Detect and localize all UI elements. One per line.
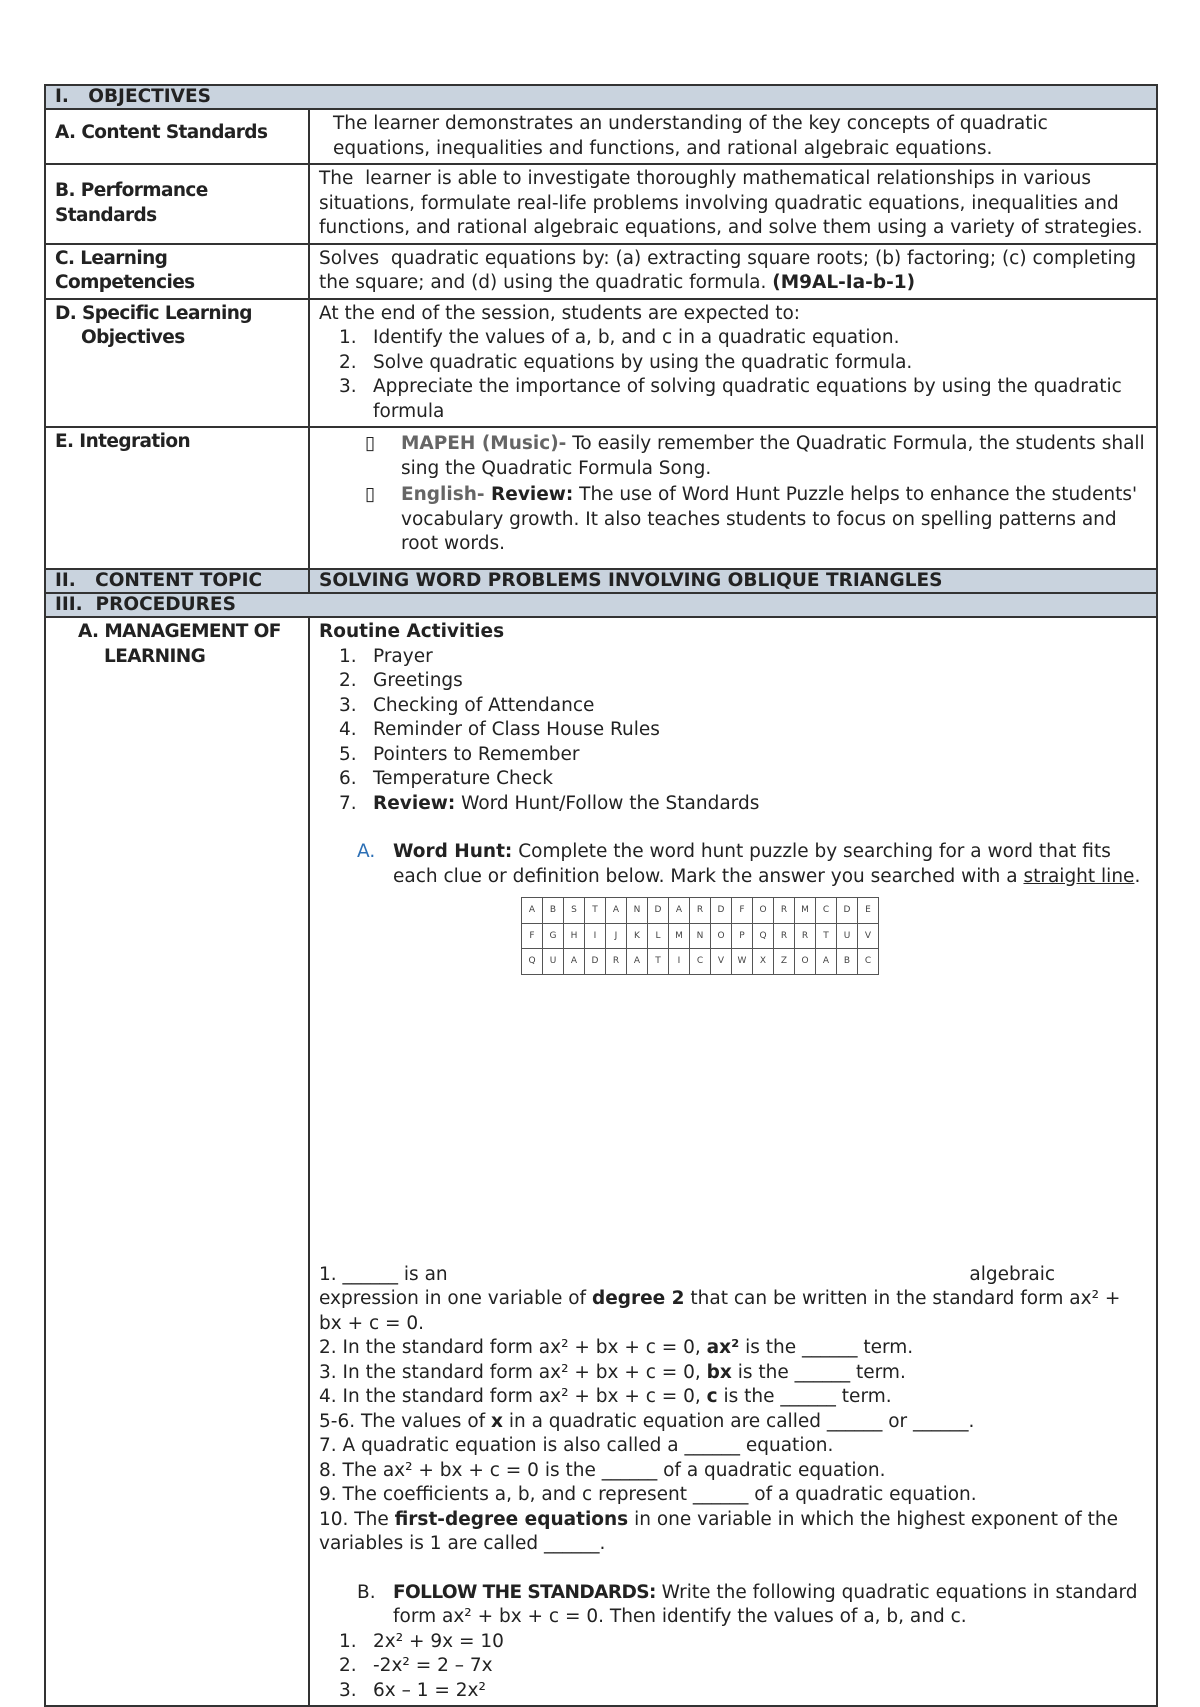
grid-cell[interactable]: Q: [522, 949, 543, 975]
objectives-header-row: [45, 85, 1157, 109]
question-5-6: 5-6. The values of x in a quadratic equation are called ______ or ______.: [319, 1410, 975, 1432]
management-cell: [309, 617, 1157, 1706]
grid-cell[interactable]: O: [795, 949, 816, 975]
content-standards-label: A. Content Standards: [45, 109, 309, 164]
list-item: 5. Pointers to Remember: [339, 743, 580, 765]
grid-cell[interactable]: P: [732, 923, 753, 949]
grid-cell[interactable]: A: [627, 949, 648, 975]
grid-cell[interactable]: M: [795, 898, 816, 924]
list-item: 6. Temperature Check: [339, 768, 553, 789]
grid-cell[interactable]: O: [711, 923, 732, 949]
objectives-header: I. OBJECTIVES: [45, 85, 1157, 109]
procedures-header-row: [45, 593, 1157, 617]
specific-objectives-intro: At the end of the session, students are expected to:: [319, 302, 801, 324]
grid-cell[interactable]: O: [753, 898, 774, 924]
grid-cell[interactable]: S: [564, 898, 585, 924]
grid-cell[interactable]: Q: [753, 923, 774, 949]
list-item: 2. Greetings: [339, 670, 463, 691]
list-item: 7. Review: Word Hunt/Follow the Standards: [339, 792, 760, 814]
content-topic-label: II. CONTENT TOPIC: [45, 569, 309, 593]
question-3: 3. In the standard form ax² + bx + c = 0, bx is the ______ term.: [319, 1361, 906, 1383]
management-row: [45, 617, 1157, 1706]
grid-cell[interactable]: U: [837, 923, 858, 949]
grid-cell[interactable]: I: [669, 949, 690, 975]
follow-standards-marker: B.: [357, 1581, 376, 1603]
question-1: 1. ______ is an algebraic expression in one variable of degree 2 that can be written in the standard form ax² + bx + c = 0.: [319, 1263, 1121, 1334]
list-item: 4. Reminder of Class House Rules: [339, 719, 660, 740]
question-4: 4. In the standard form ax² + bx + c = 0, c is the ______ term.: [319, 1386, 892, 1407]
procedures-header: III. PROCEDURES: [45, 593, 1157, 617]
performance-standards-text: The learner is able to investigate thoroughly mathematical relationships in various situations, formulate real-life problems involving quadratic equations, inequalities and functions, and rational algebraic equations, and solve them using a variety of strategies.: [309, 164, 1157, 244]
grid-cell[interactable]: R: [774, 898, 795, 924]
management-label: [45, 617, 309, 1706]
grid-cell[interactable]: L: [648, 923, 669, 949]
question-8: 8. The ax² + bx + c = 0 is the ______ of a quadratic equation.: [319, 1459, 886, 1481]
question-7: 7. A quadratic equation is also called a ______ equation.: [319, 1435, 834, 1456]
bullet-icon: ▯: [365, 433, 376, 454]
grid-cell[interactable]: N: [627, 898, 648, 924]
integration-label: E. Integration: [45, 427, 309, 569]
grid-cell[interactable]: J: [606, 923, 627, 949]
grid-cell[interactable]: R: [774, 923, 795, 949]
grid-row: [522, 949, 879, 975]
specific-objectives-list: [319, 326, 1147, 424]
grid-cell[interactable]: F: [732, 898, 753, 924]
grid-cell[interactable]: X: [753, 949, 774, 975]
question-2: 2. In the standard form ax² + bx + c = 0, ax² is the ______ term.: [319, 1337, 914, 1358]
list-item: 1. 2x² + 9x = 10: [339, 1630, 504, 1652]
competency-code: (M9AL-Ia-b-1): [772, 272, 916, 293]
grid-cell[interactable]: C: [858, 949, 879, 975]
grid-cell[interactable]: G: [543, 923, 564, 949]
grid-cell[interactable]: V: [858, 923, 879, 949]
learning-competencies-cell: [309, 244, 1157, 299]
grid-cell[interactable]: A: [669, 898, 690, 924]
grid-cell[interactable]: Z: [774, 949, 795, 975]
content-topic-value: SOLVING WORD PROBLEMS INVOLVING OBLIQUE TRIANGLES: [309, 569, 1157, 593]
specific-objectives-label: [45, 299, 309, 428]
grid-cell[interactable]: K: [627, 923, 648, 949]
grid-cell[interactable]: W: [732, 949, 753, 975]
grid-cell[interactable]: A: [816, 949, 837, 975]
routine-title: Routine Activities: [319, 621, 505, 642]
list-item: 3. 6x – 1 = 2x²: [339, 1679, 486, 1701]
question-9: 9. The coefficients a, b, and c represent ______ of a quadratic equation.: [319, 1484, 977, 1505]
grid-cell[interactable]: B: [837, 949, 858, 975]
performance-standards-row: [45, 164, 1157, 244]
grid-cell[interactable]: D: [648, 898, 669, 924]
grid-cell[interactable]: U: [543, 949, 564, 975]
word-hunt-grid: [521, 897, 879, 975]
grid-cell[interactable]: T: [585, 898, 606, 924]
word-hunt-instructions: A. Word Hunt: Complete the word hunt puzzle by searching for a word that fits each clue or definition below. Mark the answer you searched with a straight line.: [357, 841, 1141, 887]
word-hunt-marker: A.: [357, 841, 376, 862]
grid-cell[interactable]: A: [606, 898, 627, 924]
grid-cell[interactable]: D: [711, 898, 732, 924]
grid-cell[interactable]: D: [837, 898, 858, 924]
integration-item-mapeh: ▯ MAPEH (Music)- To easily remember the Quadratic Formula, the students shall sing the Quadratic Formula Song.: [365, 433, 1145, 479]
lesson-plan-table: [44, 84, 1158, 1707]
specific-objectives-row: [45, 299, 1157, 428]
learning-competencies-row: [45, 244, 1157, 299]
grid-cell[interactable]: I: [585, 923, 606, 949]
management-label-line1: A. MANAGEMENT OF: [78, 621, 281, 642]
grid-cell[interactable]: F: [522, 923, 543, 949]
specific-objectives-label-line1: D. Specific Learning: [55, 302, 252, 324]
grid-cell[interactable]: T: [816, 923, 837, 949]
learning-competencies-label: C. Learning Competencies: [45, 244, 309, 299]
integration-item-english: ▯ English- Review: The use of Word Hunt Puzzle helps to enhance the students' vocabulary growth. It also teaches students to focus on spelling patterns and root words.: [365, 484, 1138, 554]
content-standards-text: The learner demonstrates an understanding of the key concepts of quadratic equations, inequalities and functions, and rational algebraic equations.: [309, 109, 1157, 164]
grid-cell[interactable]: A: [564, 949, 585, 975]
content-topic-row: [45, 569, 1157, 593]
grid-cell[interactable]: N: [690, 923, 711, 949]
content-standards-row: [45, 109, 1157, 164]
specific-objectives-cell: [309, 299, 1157, 428]
grid-row: [522, 898, 879, 924]
list-item: 3. Checking of Attendance: [339, 694, 595, 716]
grid-cell[interactable]: D: [585, 949, 606, 975]
grid-cell[interactable]: R: [690, 898, 711, 924]
routine-list: [319, 645, 1147, 817]
list-item: 2. Solve quadratic equations by using the quadratic formula.: [339, 351, 913, 373]
grid-cell[interactable]: C: [816, 898, 837, 924]
grid-cell[interactable]: V: [711, 949, 732, 975]
grid-cell[interactable]: B: [543, 898, 564, 924]
grid-cell[interactable]: R: [606, 949, 627, 975]
specific-objectives-label-line2: Objectives: [81, 327, 185, 348]
list-item: 3. Appreciate the importance of solving quadratic equations by using the quadratic formula: [339, 376, 1122, 422]
grid-cell[interactable]: H: [564, 923, 585, 949]
blank-space: [319, 975, 1147, 1263]
grid-cell[interactable]: C: [690, 949, 711, 975]
grid-cell[interactable]: T: [648, 949, 669, 975]
grid-cell[interactable]: A: [522, 898, 543, 924]
follow-standards-list: [319, 1630, 1147, 1704]
integration-cell: [309, 427, 1157, 569]
grid-cell[interactable]: E: [858, 898, 879, 924]
grid-row: [522, 923, 879, 949]
list-item: 1. Prayer: [339, 645, 433, 667]
follow-standards-instructions: B. FOLLOW THE STANDARDS: Write the following quadratic equations in standard form ax² + bx + c = 0. Then identify the values of a, b, and c.: [357, 1581, 1138, 1627]
grid-cell[interactable]: R: [795, 923, 816, 949]
performance-standards-label: B. Performance Standards: [45, 164, 309, 244]
integration-row: [45, 427, 1157, 569]
question-10: 10. The first-degree equations in one variable in which the highest exponent of the variables is 1 are called ______.: [319, 1508, 1118, 1554]
bullet-icon: ▯: [365, 484, 376, 505]
management-label-line2: LEARNING: [104, 645, 206, 667]
list-item: 1. Identify the values of a, b, and c in a quadratic equation.: [339, 327, 900, 348]
list-item: 2. -2x² = 2 – 7x: [339, 1655, 493, 1676]
grid-cell[interactable]: M: [669, 923, 690, 949]
learning-competencies-text: Solves quadratic equations by: (a) extracting square roots; (b) factoring; (c) completing the square; and (d) using the quadratic formula.: [319, 247, 1142, 293]
